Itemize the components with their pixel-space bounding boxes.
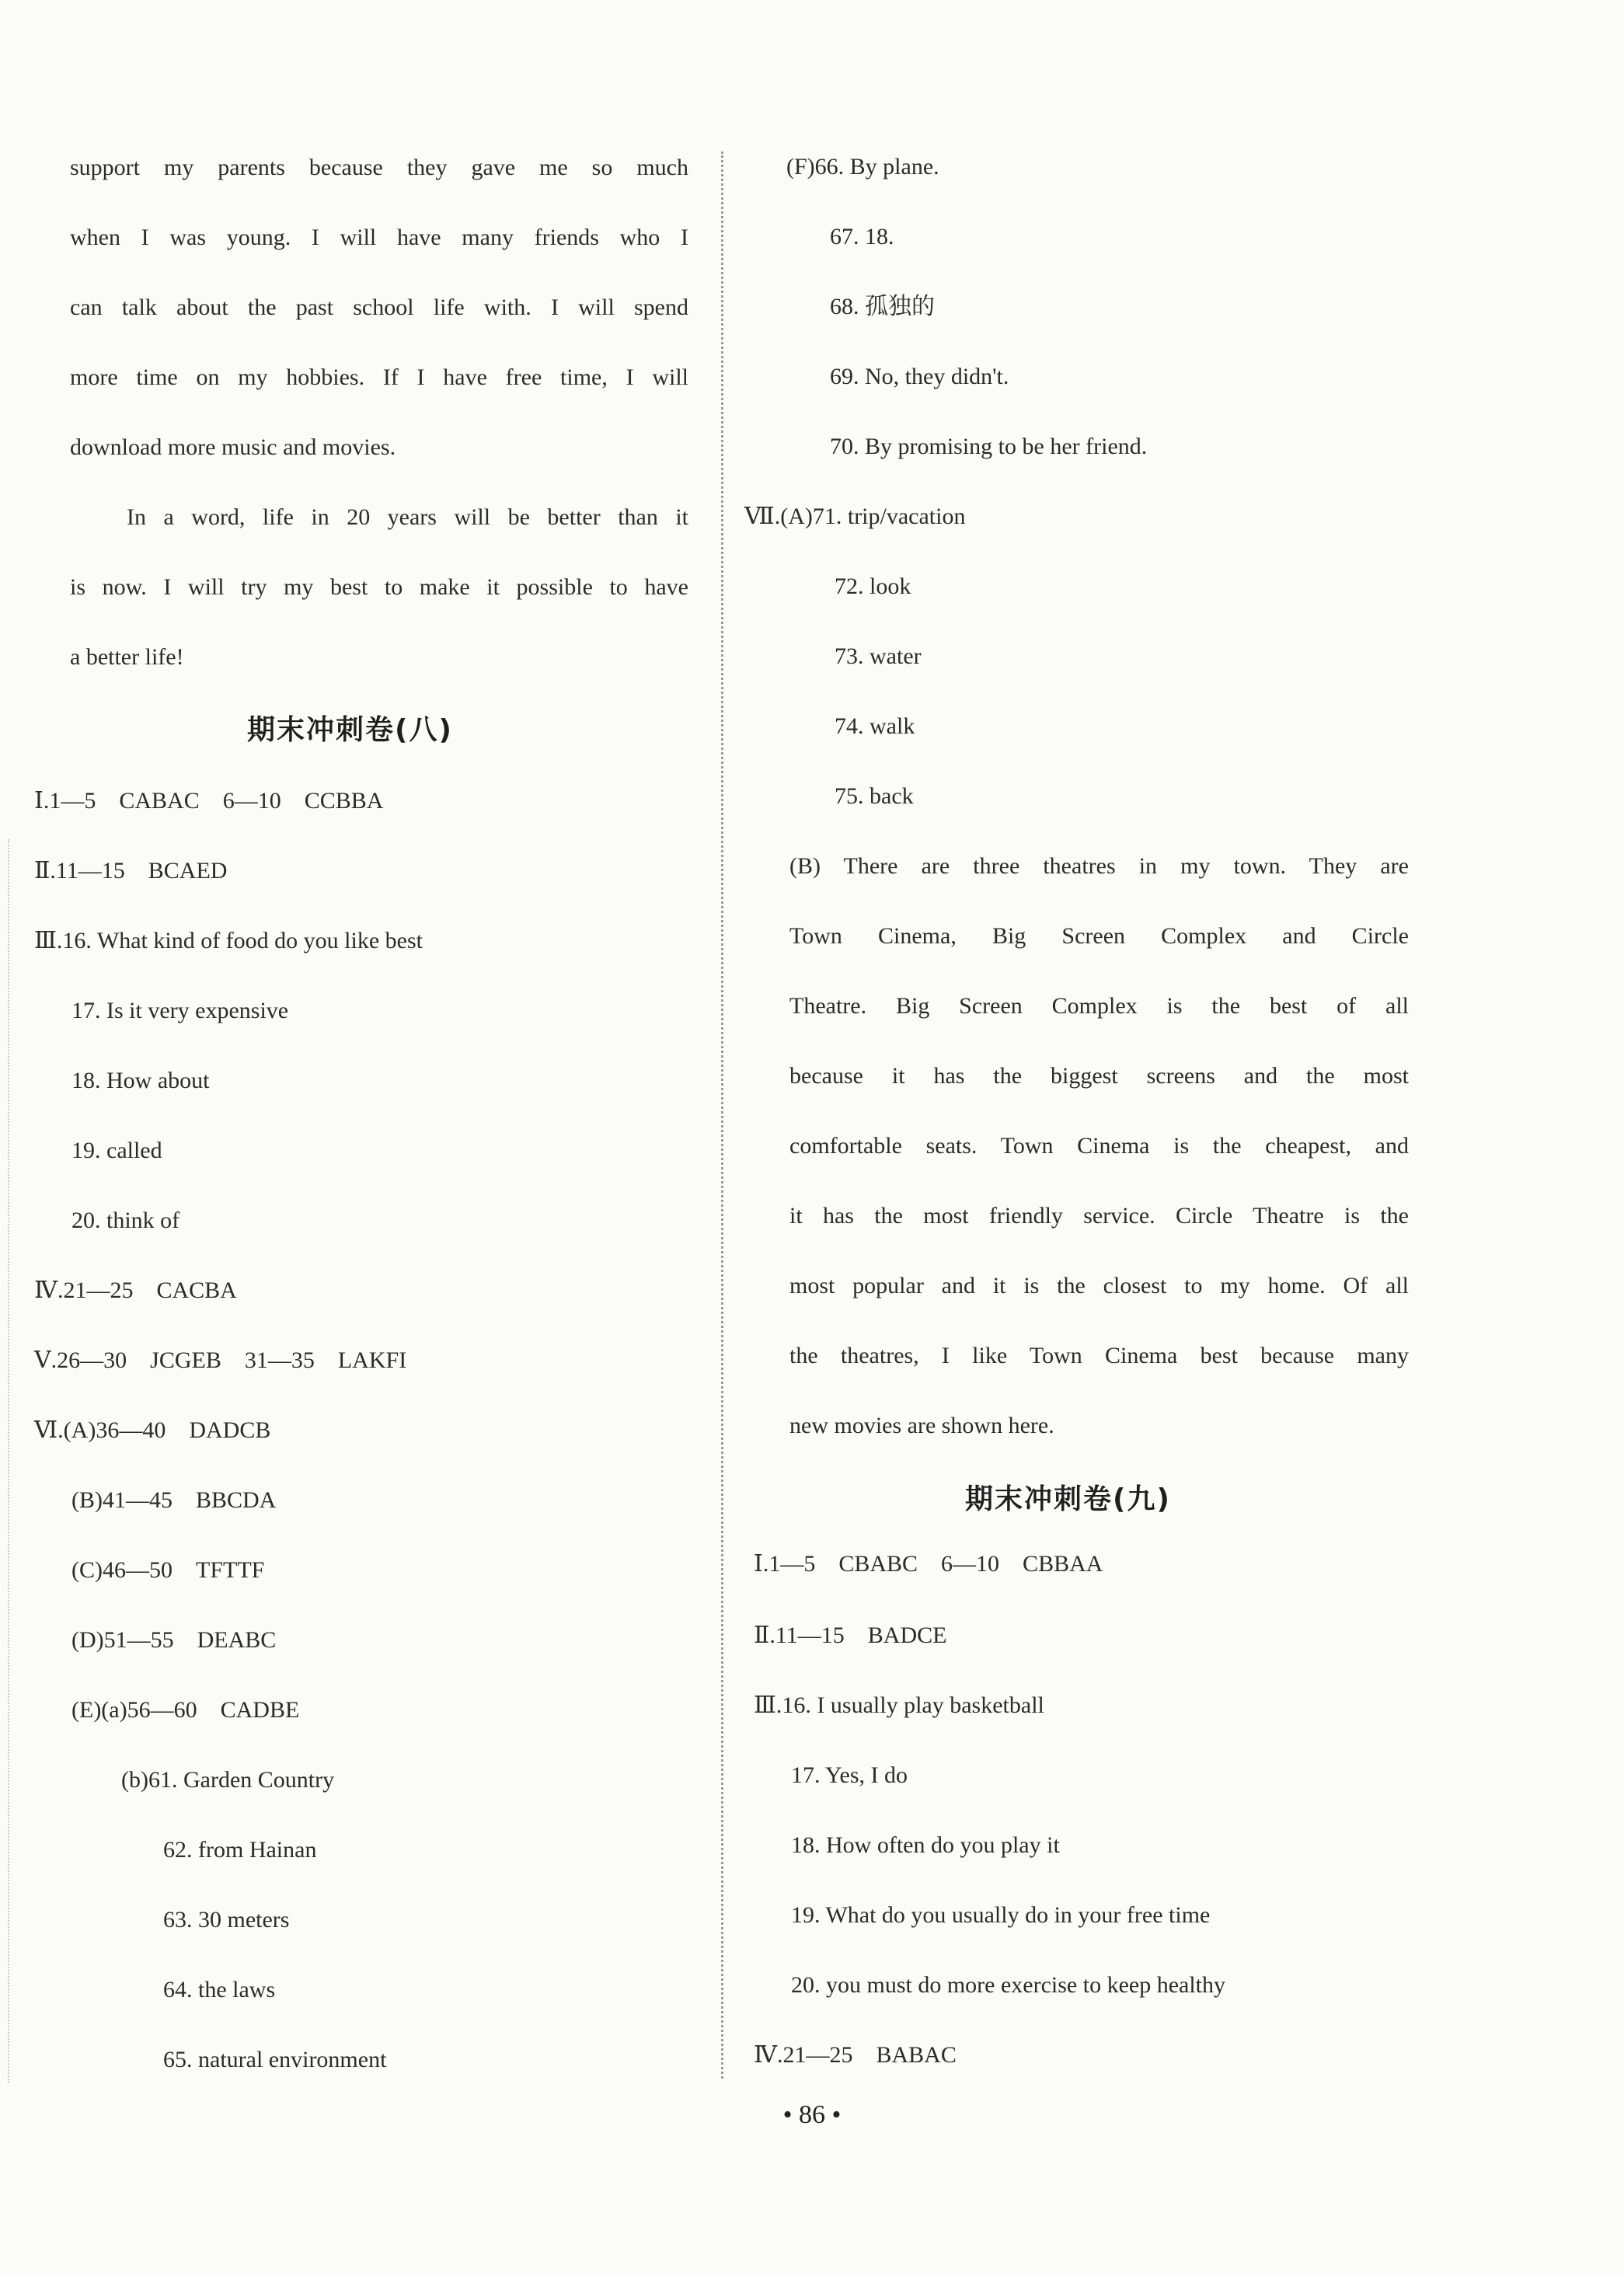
essay-line: Theatre. Big Screen Complex is the best of all [789,993,1409,1019]
answer-line: 20. you must do more exercise to keep healthy [791,1972,1226,1998]
essay-line: (B) There are three theatres in my town. They are [789,853,1409,879]
answer-line: 17. Is it very expensive [71,998,289,1023]
margin-edge [8,839,9,2083]
answer-line: 19. What do you usually do in your free time [791,1902,1211,1928]
answer-line: Ⅲ.16. What kind of food do you like best [34,928,423,953]
essay-line: the theatres, I like Town Cinema best because many [789,1343,1409,1368]
answer-line: Ⅴ.26—30 JCGEB 31—35 LAKFI [34,1347,407,1373]
answer-line: (b)61. Garden Country [121,1767,335,1793]
essay-line: it has the most friendly service. Circle Theatre is the [789,1203,1409,1229]
essay-line: In a word, life in 20 years will be better than it [127,504,688,530]
answer-line: 73. water [835,643,922,669]
answer-line: 19. called [71,1138,162,1163]
section-title: 期末冲刺卷(九) [965,1483,1171,1515]
answer-line: (B)41—45 BBCDA [71,1487,277,1513]
essay-line: new movies are shown here. [789,1413,1054,1438]
answer-line: (C)46—50 TFTTF [71,1557,265,1583]
essay-line: because it has the biggest screens and the most [789,1063,1409,1089]
answer-line: 63. 30 meters [163,1907,290,1933]
answer-line: (D)51—55 DEABC [71,1627,277,1653]
answer-line: Ⅵ.(A)36—40 DADCB [34,1417,271,1443]
essay-line: support my parents because they gave me so much [70,155,688,180]
essay-line: can talk about the past school life with. I will spend [70,295,688,320]
essay-line: download more music and movies. [70,434,396,460]
essay-line: is now. I will try my best to make it possible to have [70,574,688,600]
answer-line: Ⅳ.21—25 CACBA [34,1277,237,1303]
column-divider [721,152,723,2079]
page-number: • 86 • [782,2100,842,2129]
essay-line: when I was young. I will have many friends who I [70,225,688,250]
answer-line: Ⅰ.1—5 CBABC 6—10 CBBAA [754,1551,1103,1577]
answer-line: (F)66. By plane. [786,154,939,180]
section-title: 期末冲刺卷(八) [247,714,453,746]
answer-line: (E)(a)56—60 CADBE [71,1697,300,1723]
answer-line: 70. By promising to be her friend. [830,434,1148,459]
essay-line: comfortable seats. Town Cinema is the cheapest, and [789,1133,1409,1159]
answer-line: Ⅲ.16. I usually play basketball [754,1692,1044,1718]
answer-line: 68. 孤独的 [830,294,935,319]
answer-line: 17. Yes, I do [791,1762,908,1788]
essay-line: more time on my hobbies. If I have free time, I will [70,364,688,390]
answer-line: Ⅳ.21—25 BABAC [754,2042,957,2068]
answer-line: 62. from Hainan [163,1837,317,1863]
answer-line: Ⅶ.(A)71. trip/vacation [744,504,966,529]
answer-line: 69. No, they didn't. [830,364,1009,389]
answer-line: Ⅰ.1—5 CABAC 6—10 CCBBA [34,788,384,814]
answer-line: 72. look [835,573,911,599]
answer-line: 67. 18. [830,224,894,249]
essay-line: Town Cinema, Big Screen Complex and Circle [789,923,1409,949]
answer-line: 20. think of [71,1208,180,1233]
answer-line: Ⅱ.11—15 BADCE [754,1622,947,1648]
answer-line: 18. How often do you play it [791,1832,1060,1858]
essay-line: a better life! [70,644,184,670]
essay-line: most popular and it is the closest to my home. Of all [789,1273,1409,1298]
answer-line: Ⅱ.11—15 BCAED [34,858,228,884]
answer-line: 74. walk [835,713,915,739]
answer-line: 75. back [835,783,914,809]
answer-line: 18. How about [71,1068,210,1093]
answer-line: 65. natural environment [163,2047,387,2072]
answer-line: 64. the laws [163,1977,276,2002]
